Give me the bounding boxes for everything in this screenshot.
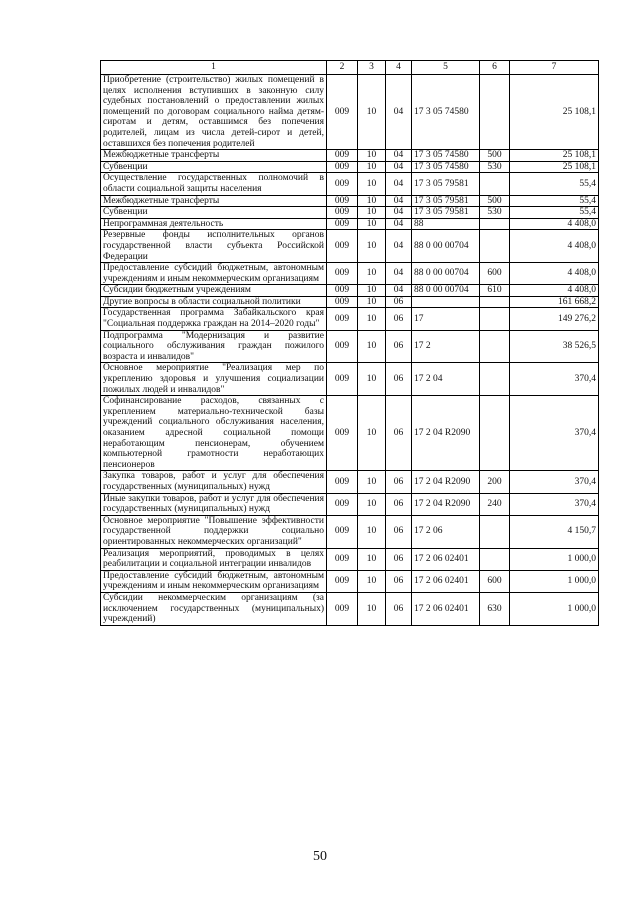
table-row [101, 570, 599, 592]
row-expense-type-cell: 200 [480, 471, 510, 493]
row-grbs-cell: 009 [327, 207, 358, 219]
row-subsection-cell: 04 [386, 230, 412, 263]
row-target-article-cell: 88 0 00 00704 [412, 230, 480, 263]
row-subsection-cell: 06 [386, 548, 412, 570]
row-name-cell: Реализация мероприятий, проводимых в целях реабилитации и социальной интеграции инвалидов [101, 548, 327, 570]
row-name-cell: Межбюджетные трансферты [101, 150, 327, 162]
row-amount-cell: 370,4 [510, 493, 599, 515]
row-name-cell: Межбюджетные трансферты [101, 195, 327, 207]
row-target-article-cell: 88 0 00 00704 [412, 285, 480, 297]
row-grbs-cell: 009 [327, 263, 358, 285]
row-amount-cell: 1 000,0 [510, 592, 599, 625]
row-grbs-cell: 009 [327, 161, 358, 173]
row-amount-cell: 370,4 [510, 471, 599, 493]
budget-table [100, 60, 599, 626]
row-amount-cell: 370,4 [510, 396, 599, 471]
row-subsection-cell: 04 [386, 173, 412, 195]
row-grbs-cell: 009 [327, 296, 358, 308]
row-expense-type-cell [480, 296, 510, 308]
row-amount-cell: 1 000,0 [510, 570, 599, 592]
row-target-article-cell: 17 3 05 74580 [412, 150, 480, 162]
table-row [101, 173, 599, 195]
column-2-header: 2 [327, 61, 358, 75]
table-row [101, 471, 599, 493]
row-name-cell: Основное мероприятие "Реализация мер по укреплению здоровья и улучшения социализации пожилых людей и инвалидов" [101, 363, 327, 396]
table-row [101, 207, 599, 219]
column-5-header: 5 [412, 61, 480, 75]
row-section-cell: 10 [358, 396, 386, 471]
row-target-article-cell: 17 2 06 02401 [412, 570, 480, 592]
row-target-article-cell: 88 [412, 218, 480, 230]
row-amount-cell: 25 108,1 [510, 75, 599, 150]
row-expense-type-cell [480, 173, 510, 195]
row-name-cell: Резервные фонды исполнительных органов государственной власти субъекта Российской Федерации [101, 230, 327, 263]
row-expense-type-cell [480, 230, 510, 263]
row-subsection-cell: 06 [386, 493, 412, 515]
row-expense-type-cell: 500 [480, 150, 510, 162]
table-row [101, 396, 599, 471]
table-row [101, 296, 599, 308]
row-section-cell: 10 [358, 570, 386, 592]
column-4-header: 4 [386, 61, 412, 75]
row-grbs-cell: 009 [327, 471, 358, 493]
row-section-cell: 10 [358, 195, 386, 207]
row-subsection-cell: 06 [386, 396, 412, 471]
row-subsection-cell: 06 [386, 296, 412, 308]
table-row [101, 515, 599, 548]
row-subsection-cell: 06 [386, 515, 412, 548]
row-section-cell: 10 [358, 173, 386, 195]
row-amount-cell: 161 668,2 [510, 296, 599, 308]
row-subsection-cell: 04 [386, 161, 412, 173]
row-amount-cell: 4 408,0 [510, 285, 599, 297]
row-section-cell: 10 [358, 75, 386, 150]
row-subsection-cell: 06 [386, 308, 412, 330]
row-expense-type-cell [480, 75, 510, 150]
row-target-article-cell: 17 2 06 [412, 515, 480, 548]
row-grbs-cell: 009 [327, 570, 358, 592]
row-target-article-cell: 17 3 05 79581 [412, 173, 480, 195]
row-subsection-cell: 06 [386, 570, 412, 592]
row-grbs-cell: 009 [327, 396, 358, 471]
row-grbs-cell: 009 [327, 230, 358, 263]
row-section-cell: 10 [358, 207, 386, 219]
row-section-cell: 10 [358, 218, 386, 230]
row-grbs-cell: 009 [327, 173, 358, 195]
row-subsection-cell: 06 [386, 363, 412, 396]
row-target-article-cell: 17 3 05 74580 [412, 161, 480, 173]
row-name-cell: Государственная программа Забайкальского края "Социальная поддержка граждан на 2014–2020 годы" [101, 308, 327, 330]
row-name-cell: Приобретение (строительство) жилых помещений в целях исполнения вступивших в законную силу судебных постановлений о предоставлении жилых помещений по договорам социального найма детям-сиротам и детям, оставшимся без попечения родителей, лицам из числа детей-сирот и детей, оставшихся без попечения родителей [101, 75, 327, 150]
page-number: 50 [313, 849, 327, 864]
table-row [101, 548, 599, 570]
row-grbs-cell: 009 [327, 363, 358, 396]
row-name-cell: Подпрограмма "Модернизация и развитие социального обслуживания граждан пожилого возраста и инвалидов" [101, 330, 327, 363]
table-row [101, 161, 599, 173]
row-expense-type-cell: 600 [480, 570, 510, 592]
row-subsection-cell: 04 [386, 207, 412, 219]
row-grbs-cell: 009 [327, 330, 358, 363]
row-section-cell: 10 [358, 592, 386, 625]
row-target-article-cell: 17 2 04 R2090 [412, 396, 480, 471]
row-section-cell: 10 [358, 150, 386, 162]
row-grbs-cell: 009 [327, 218, 358, 230]
row-amount-cell: 25 108,1 [510, 161, 599, 173]
row-grbs-cell: 009 [327, 285, 358, 297]
table-row [101, 195, 599, 207]
row-expense-type-cell [480, 396, 510, 471]
row-name-cell: Субвенции [101, 161, 327, 173]
table-row [101, 363, 599, 396]
row-amount-cell: 1 000,0 [510, 548, 599, 570]
row-expense-type-cell [480, 548, 510, 570]
row-amount-cell: 25 108,1 [510, 150, 599, 162]
row-section-cell: 10 [358, 161, 386, 173]
row-amount-cell: 4 408,0 [510, 218, 599, 230]
row-name-cell: Осуществление государственных полномочий в области социальной защиты населения [101, 173, 327, 195]
row-name-cell: Другие вопросы в области социальной политики [101, 296, 327, 308]
row-amount-cell: 370,4 [510, 363, 599, 396]
table-row [101, 230, 599, 263]
table-row [101, 285, 599, 297]
row-name-cell: Предоставление субсидий бюджетным, автономным учреждениям и иным некоммерческим организациям [101, 570, 327, 592]
table-row [101, 592, 599, 625]
row-grbs-cell: 009 [327, 75, 358, 150]
row-section-cell: 10 [358, 471, 386, 493]
row-grbs-cell: 009 [327, 592, 358, 625]
row-expense-type-cell: 600 [480, 263, 510, 285]
row-subsection-cell: 04 [386, 263, 412, 285]
row-expense-type-cell: 610 [480, 285, 510, 297]
row-section-cell: 10 [358, 230, 386, 263]
row-target-article-cell: 17 3 05 79581 [412, 207, 480, 219]
row-amount-cell: 149 276,2 [510, 308, 599, 330]
row-subsection-cell: 04 [386, 150, 412, 162]
row-subsection-cell: 06 [386, 471, 412, 493]
row-amount-cell: 55,4 [510, 195, 599, 207]
row-section-cell: 10 [358, 263, 386, 285]
row-name-cell: Иные закупки товаров, работ и услуг для обеспечения государственных (муниципальных) нужд [101, 493, 327, 515]
row-subsection-cell: 04 [386, 218, 412, 230]
table-body [101, 75, 599, 626]
row-expense-type-cell [480, 515, 510, 548]
row-target-article-cell: 17 3 05 79581 [412, 195, 480, 207]
row-subsection-cell: 06 [386, 330, 412, 363]
row-name-cell: Непрограммная деятельность [101, 218, 327, 230]
row-expense-type-cell [480, 218, 510, 230]
row-section-cell: 10 [358, 285, 386, 297]
row-expense-type-cell: 530 [480, 207, 510, 219]
row-section-cell: 10 [358, 548, 386, 570]
row-expense-type-cell: 530 [480, 161, 510, 173]
table-row [101, 150, 599, 162]
row-grbs-cell: 009 [327, 150, 358, 162]
table-row [101, 263, 599, 285]
column-3-header: 3 [358, 61, 386, 75]
table-row [101, 75, 599, 150]
column-7-header: 7 [510, 61, 599, 75]
row-section-cell: 10 [358, 296, 386, 308]
row-name-cell: Закупка товаров, работ и услуг для обеспечения государственных (муниципальных) нужд [101, 471, 327, 493]
row-target-article-cell: 17 2 04 R2090 [412, 471, 480, 493]
column-6-header: 6 [480, 61, 510, 75]
row-amount-cell: 55,4 [510, 173, 599, 195]
row-expense-type-cell: 630 [480, 592, 510, 625]
row-target-article-cell: 17 3 05 74580 [412, 75, 480, 150]
row-name-cell: Предоставление субсидий бюджетным, автономным учреждениям и иным некоммерческим организациям [101, 263, 327, 285]
row-target-article-cell: 17 2 06 02401 [412, 548, 480, 570]
row-grbs-cell: 009 [327, 515, 358, 548]
row-amount-cell: 4 150,7 [510, 515, 599, 548]
row-expense-type-cell [480, 363, 510, 396]
row-subsection-cell: 04 [386, 75, 412, 150]
row-target-article-cell: 17 [412, 308, 480, 330]
table-row [101, 493, 599, 515]
column-number-row [101, 61, 599, 75]
row-target-article-cell: 17 2 04 R2090 [412, 493, 480, 515]
table-row [101, 218, 599, 230]
table-row [101, 330, 599, 363]
row-target-article-cell: 17 2 06 02401 [412, 592, 480, 625]
row-target-article-cell [412, 296, 480, 308]
row-grbs-cell: 009 [327, 493, 358, 515]
row-subsection-cell: 04 [386, 285, 412, 297]
row-amount-cell: 55,4 [510, 207, 599, 219]
row-section-cell: 10 [358, 493, 386, 515]
table-header [101, 61, 599, 75]
row-grbs-cell: 009 [327, 548, 358, 570]
row-target-article-cell: 88 0 00 00704 [412, 263, 480, 285]
row-expense-type-cell: 500 [480, 195, 510, 207]
row-target-article-cell: 17 2 04 [412, 363, 480, 396]
row-subsection-cell: 06 [386, 592, 412, 625]
row-expense-type-cell [480, 330, 510, 363]
row-section-cell: 10 [358, 330, 386, 363]
row-name-cell: Субсидии некоммерческим организациям (за исключением государственных (муниципальных) учреждений) [101, 592, 327, 625]
row-name-cell: Основное мероприятие "Повышение эффективности государственной поддержки социально ориентированных некоммерческих организаций" [101, 515, 327, 548]
row-amount-cell: 38 526,5 [510, 330, 599, 363]
row-grbs-cell: 009 [327, 195, 358, 207]
row-amount-cell: 4 408,0 [510, 263, 599, 285]
row-name-cell: Субвенции [101, 207, 327, 219]
row-section-cell: 10 [358, 515, 386, 548]
row-section-cell: 10 [358, 308, 386, 330]
row-name-cell: Софинансирование расходов, связанных с укреплением материально-технической базы учреждений социального обслуживания населения, оказанием адресной социальной помощи неработающим пенсионерам, обучением компьютерной грамотности неработающих пенсионеров [101, 396, 327, 471]
row-amount-cell: 4 408,0 [510, 230, 599, 263]
table-row [101, 308, 599, 330]
row-name-cell: Субсидии бюджетным учреждениям [101, 285, 327, 297]
row-expense-type-cell: 240 [480, 493, 510, 515]
column-1-header: 1 [101, 61, 327, 75]
row-expense-type-cell [480, 308, 510, 330]
row-grbs-cell: 009 [327, 308, 358, 330]
row-section-cell: 10 [358, 363, 386, 396]
row-target-article-cell: 17 2 [412, 330, 480, 363]
row-subsection-cell: 04 [386, 195, 412, 207]
